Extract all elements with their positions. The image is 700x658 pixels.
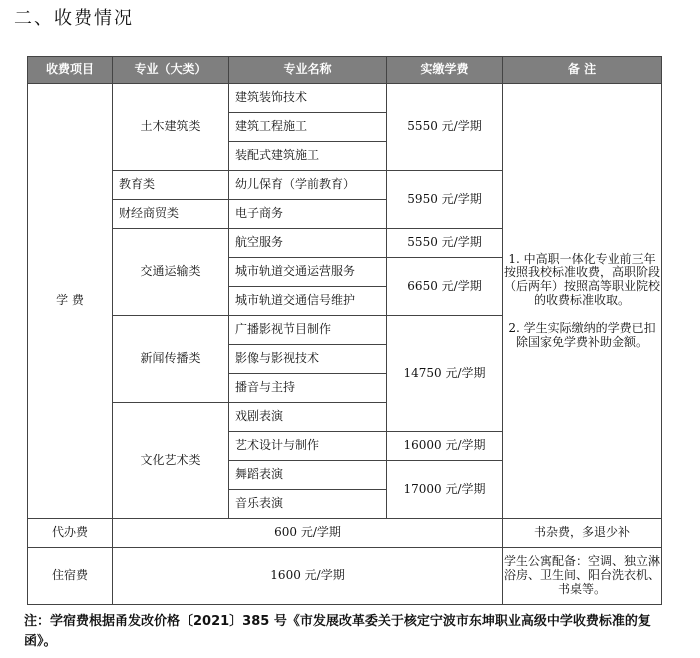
tuition-remarks <box>503 84 662 519</box>
agency-label: 代办费 <box>28 519 113 548</box>
footnote: 注：学宿费根据甬发改价格〔2021〕385 号《市发展改革委关于核定宁波市东坤职业高级中学收费标准的复函》。 <box>24 614 651 650</box>
fee-metro: 6650 元/学期 <box>387 258 503 316</box>
category-art: 文化艺术类 <box>113 403 229 519</box>
agency-row <box>28 519 662 548</box>
tuition-note-1: 1. 中高职一体化专业前三年按照我校标准收费，高职阶段（后两年）按照高等职业院校的收费标准收取。 <box>503 251 660 307</box>
table-header-row <box>28 57 662 84</box>
section-title: 二、收费情况 <box>14 8 134 29</box>
category-transport: 交通运输类 <box>113 229 229 316</box>
lodging-row <box>28 548 662 605</box>
header-tuition: 实缴学费 <box>387 57 503 84</box>
major-cell: 建筑工程施工 <box>229 113 387 142</box>
fee-design: 16000 元/学期 <box>387 432 503 461</box>
major-cell: 装配式建筑施工 <box>229 142 387 171</box>
major-cell: 影像与影视技术 <box>229 345 387 374</box>
tuition-label: 学 费 <box>28 84 113 519</box>
lodging-note: 学生公寓配备：空调、独立淋浴房、卫生间、阳台洗衣机、书桌等。 <box>503 548 662 605</box>
tuition-note-2: 2. 学生实际缴纳的学费已扣除国家免学费补助金额。 <box>508 320 656 349</box>
header-fee-item: 收费项目 <box>28 57 113 84</box>
lodging-fee: 1600 元/学期 <box>113 548 503 605</box>
fee-edu-finance: 5950 元/学期 <box>387 171 503 229</box>
category-media: 新闻传播类 <box>113 316 229 403</box>
header-major: 专业名称 <box>229 57 387 84</box>
major-cell: 音乐表演 <box>229 490 387 519</box>
fee-table <box>27 56 662 605</box>
major-cell: 播音与主持 <box>229 374 387 403</box>
major-cell: 艺术设计与制作 <box>229 432 387 461</box>
header-category: 专业（大类） <box>113 57 229 84</box>
major-cell: 舞蹈表演 <box>229 461 387 490</box>
category-education: 教育类 <box>113 171 229 200</box>
agency-fee: 600 元/学期 <box>113 519 503 548</box>
header-remarks: 备 注 <box>503 57 662 84</box>
fee-performance: 17000 元/学期 <box>387 461 503 519</box>
major-cell: 戏剧表演 <box>229 403 387 432</box>
major-cell: 电子商务 <box>229 200 387 229</box>
major-cell: 幼儿保育（学前教育） <box>229 171 387 200</box>
major-cell: 航空服务 <box>229 229 387 258</box>
category-civil: 土木建筑类 <box>113 84 229 171</box>
table-row <box>28 84 662 113</box>
agency-note: 书杂费，多退少补 <box>503 519 662 548</box>
major-cell: 建筑装饰技术 <box>229 84 387 113</box>
category-finance: 财经商贸类 <box>113 200 229 229</box>
fee-civil: 5550 元/学期 <box>387 84 503 171</box>
fee-aviation: 5550 元/学期 <box>387 229 503 258</box>
major-cell: 城市轨道交通信号维护 <box>229 287 387 316</box>
major-cell: 广播影视节目制作 <box>229 316 387 345</box>
lodging-label: 住宿费 <box>28 548 113 605</box>
major-cell: 城市轨道交通运营服务 <box>229 258 387 287</box>
fee-media: 14750 元/学期 <box>387 316 503 432</box>
